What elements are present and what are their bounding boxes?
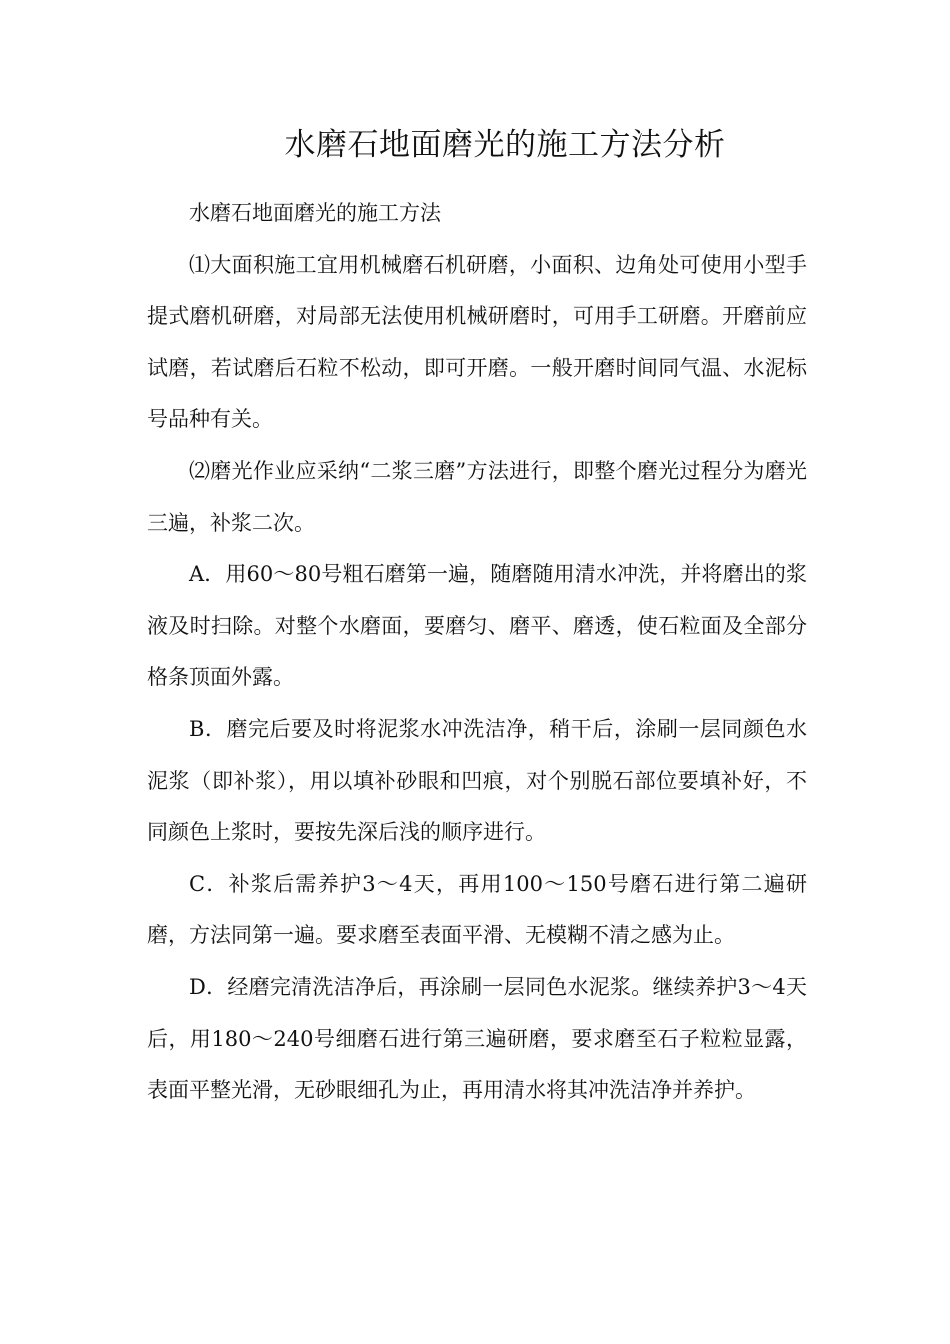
paragraph-item-b: B．磨完后要及时将泥浆水冲洗洁净，稍干后，涂刷一层同颜色水泥浆（即补浆），用以填补砂眼和凹痕，对个别脱石部位要填补好，不同颜色上浆时，要按先深后浅的顺序进行。 xyxy=(147,716,807,845)
paragraph-item-a: A．用60～80号粗石磨第一遍，随磨随用清水冲洗，并将磨出的浆液及时扫除。对整个水磨面，要磨匀、磨平、磨透，使石粒面及全部分格条顶面外露。 xyxy=(147,562,807,690)
paragraph-step-1: ⑴大面积施工宜用机械磨石机研磨，小面积、边角处可使用小型手提式磨机研磨，对局部无法使用机械研磨时，可用手工研磨。开磨前应试磨，若试磨后石粒不松动，即可开磨。一般开磨时间同气温、水泥标号品种有关。 xyxy=(147,252,807,432)
paragraph-item-d: D．经磨完清洗洁净后，再涂刷一层同色水泥浆。继续养护3～4天后，用180～240号细磨石进行第三遍研磨，要求磨至石子粒粒显露，表面平整光滑，无砂眼细孔为止，再用清水将其冲洗洁净并养护。 xyxy=(147,974,807,1103)
document-body xyxy=(147,188,807,1117)
paragraph-item-c: C．补浆后需养护3～4天，再用100～150号磨石进行第二遍研磨，方法同第一遍。要求磨至表面平滑、无模糊不清之感为止。 xyxy=(147,871,807,948)
section-heading: 水磨石地面磨光的施工方法 xyxy=(189,201,441,225)
document-title: 水磨石地面磨光的施工方法分析 xyxy=(284,127,726,163)
paragraph-step-2: ⑵磨光作业应采纳“二浆三磨”方法进行，即整个磨光过程分为磨光三遍，补浆二次。 xyxy=(147,458,807,535)
